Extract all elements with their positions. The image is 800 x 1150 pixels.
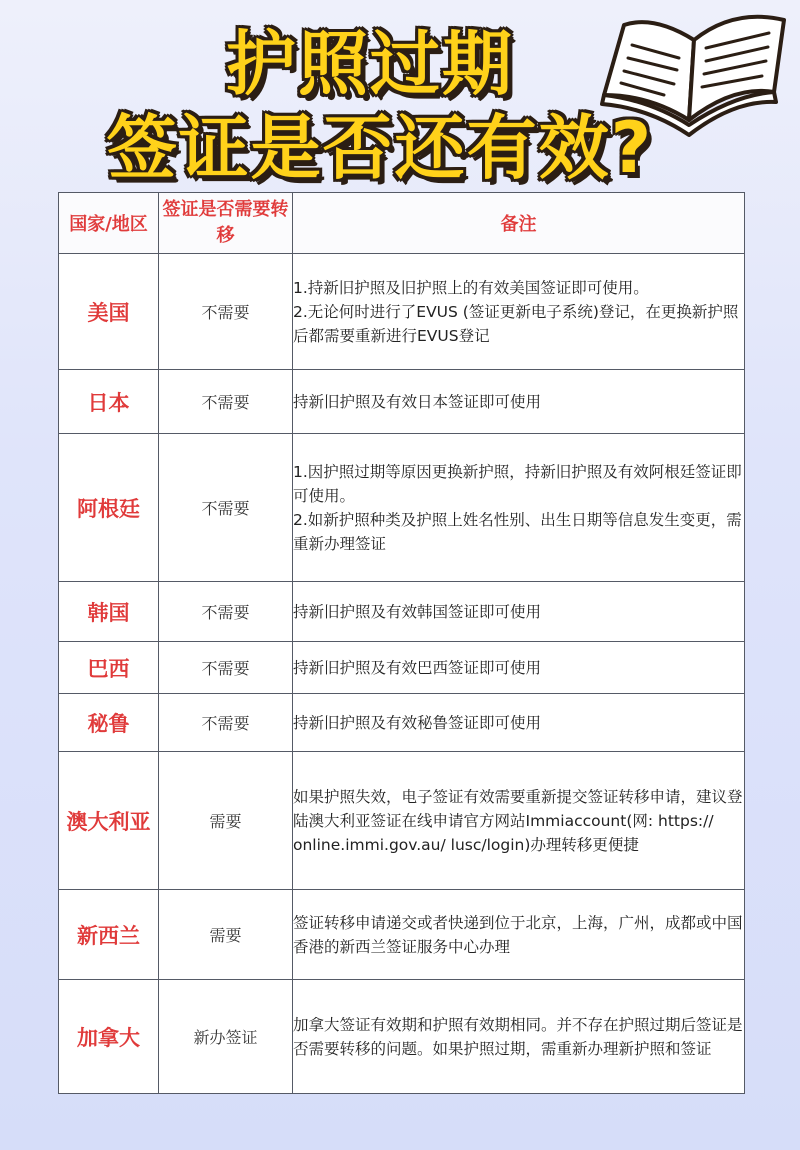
country-cell: 韩国	[59, 582, 159, 642]
table-header-row	[59, 193, 745, 254]
country-cell: 新西兰	[59, 890, 159, 980]
transfer-cell: 新办签证	[159, 980, 293, 1094]
transfer-cell: 不需要	[159, 434, 293, 582]
transfer-cell: 不需要	[159, 582, 293, 642]
transfer-cell: 不需要	[159, 642, 293, 694]
table-row	[59, 434, 745, 582]
table-row	[59, 254, 745, 370]
visa-table	[58, 192, 745, 1094]
country-cell: 加拿大	[59, 980, 159, 1094]
notes-cell: 加拿大签证有效期和护照有效期相同。并不存在护照过期后签证是否需要转移的问题。如果护照过期，需重新办理新护照和签证	[293, 980, 745, 1094]
header-country: 国家/地区	[59, 193, 159, 254]
transfer-cell: 需要	[159, 752, 293, 890]
notes-cell: 1.因护照过期等原因更换新护照，持新旧护照及有效阿根廷签证即可使用。 2.如新护照种类及护照上姓名性别、出生日期等信息发生变更，需重新办理签证	[293, 434, 745, 582]
country-cell: 秘鲁	[59, 694, 159, 752]
table-row	[59, 694, 745, 752]
table-row	[59, 752, 745, 890]
header-transfer: 签证是否需要转移	[159, 193, 293, 254]
transfer-cell: 不需要	[159, 370, 293, 434]
title-line-2: 签证是否还有效?	[106, 107, 654, 189]
notes-cell: 签证转移申请递交或者快递到位于北京，上海，广州，成都或中国香港的新西兰签证服务中心办理	[293, 890, 745, 980]
table-row	[59, 582, 745, 642]
country-cell: 日本	[59, 370, 159, 434]
transfer-cell: 不需要	[159, 694, 293, 752]
table-row	[59, 370, 745, 434]
notes-cell: 持新旧护照及有效韩国签证即可使用	[293, 582, 745, 642]
table-row	[59, 980, 745, 1094]
country-cell: 美国	[59, 254, 159, 370]
notes-cell: 如果护照失效，电子签证有效需要重新提交签证转移申请，建议登陆澳大利亚签证在线申请官方网站Immiaccount(网: https:// online.immi.gov.au/ lusc/login)办理转移更便捷	[293, 752, 745, 890]
country-cell: 阿根廷	[59, 434, 159, 582]
title-line-1: 护照过期	[226, 23, 514, 105]
open-book-icon	[594, 0, 794, 150]
notes-cell: 持新旧护照及有效日本签证即可使用	[293, 370, 745, 434]
transfer-cell: 不需要	[159, 254, 293, 370]
country-cell: 澳大利亚	[59, 752, 159, 890]
notes-cell: 持新旧护照及有效巴西签证即可使用	[293, 642, 745, 694]
table-row	[59, 642, 745, 694]
notes-cell: 1.持新旧护照及旧护照上的有效美国签证即可使用。 2.无论何时进行了EVUS (签证更新电子系统)登记，在更换新护照后都需要重新进行EVUS登记	[293, 254, 745, 370]
country-cell: 巴西	[59, 642, 159, 694]
transfer-cell: 需要	[159, 890, 293, 980]
notes-cell: 持新旧护照及有效秘鲁签证即可使用	[293, 694, 745, 752]
header-notes: 备注	[293, 193, 745, 254]
table-row	[59, 890, 745, 980]
